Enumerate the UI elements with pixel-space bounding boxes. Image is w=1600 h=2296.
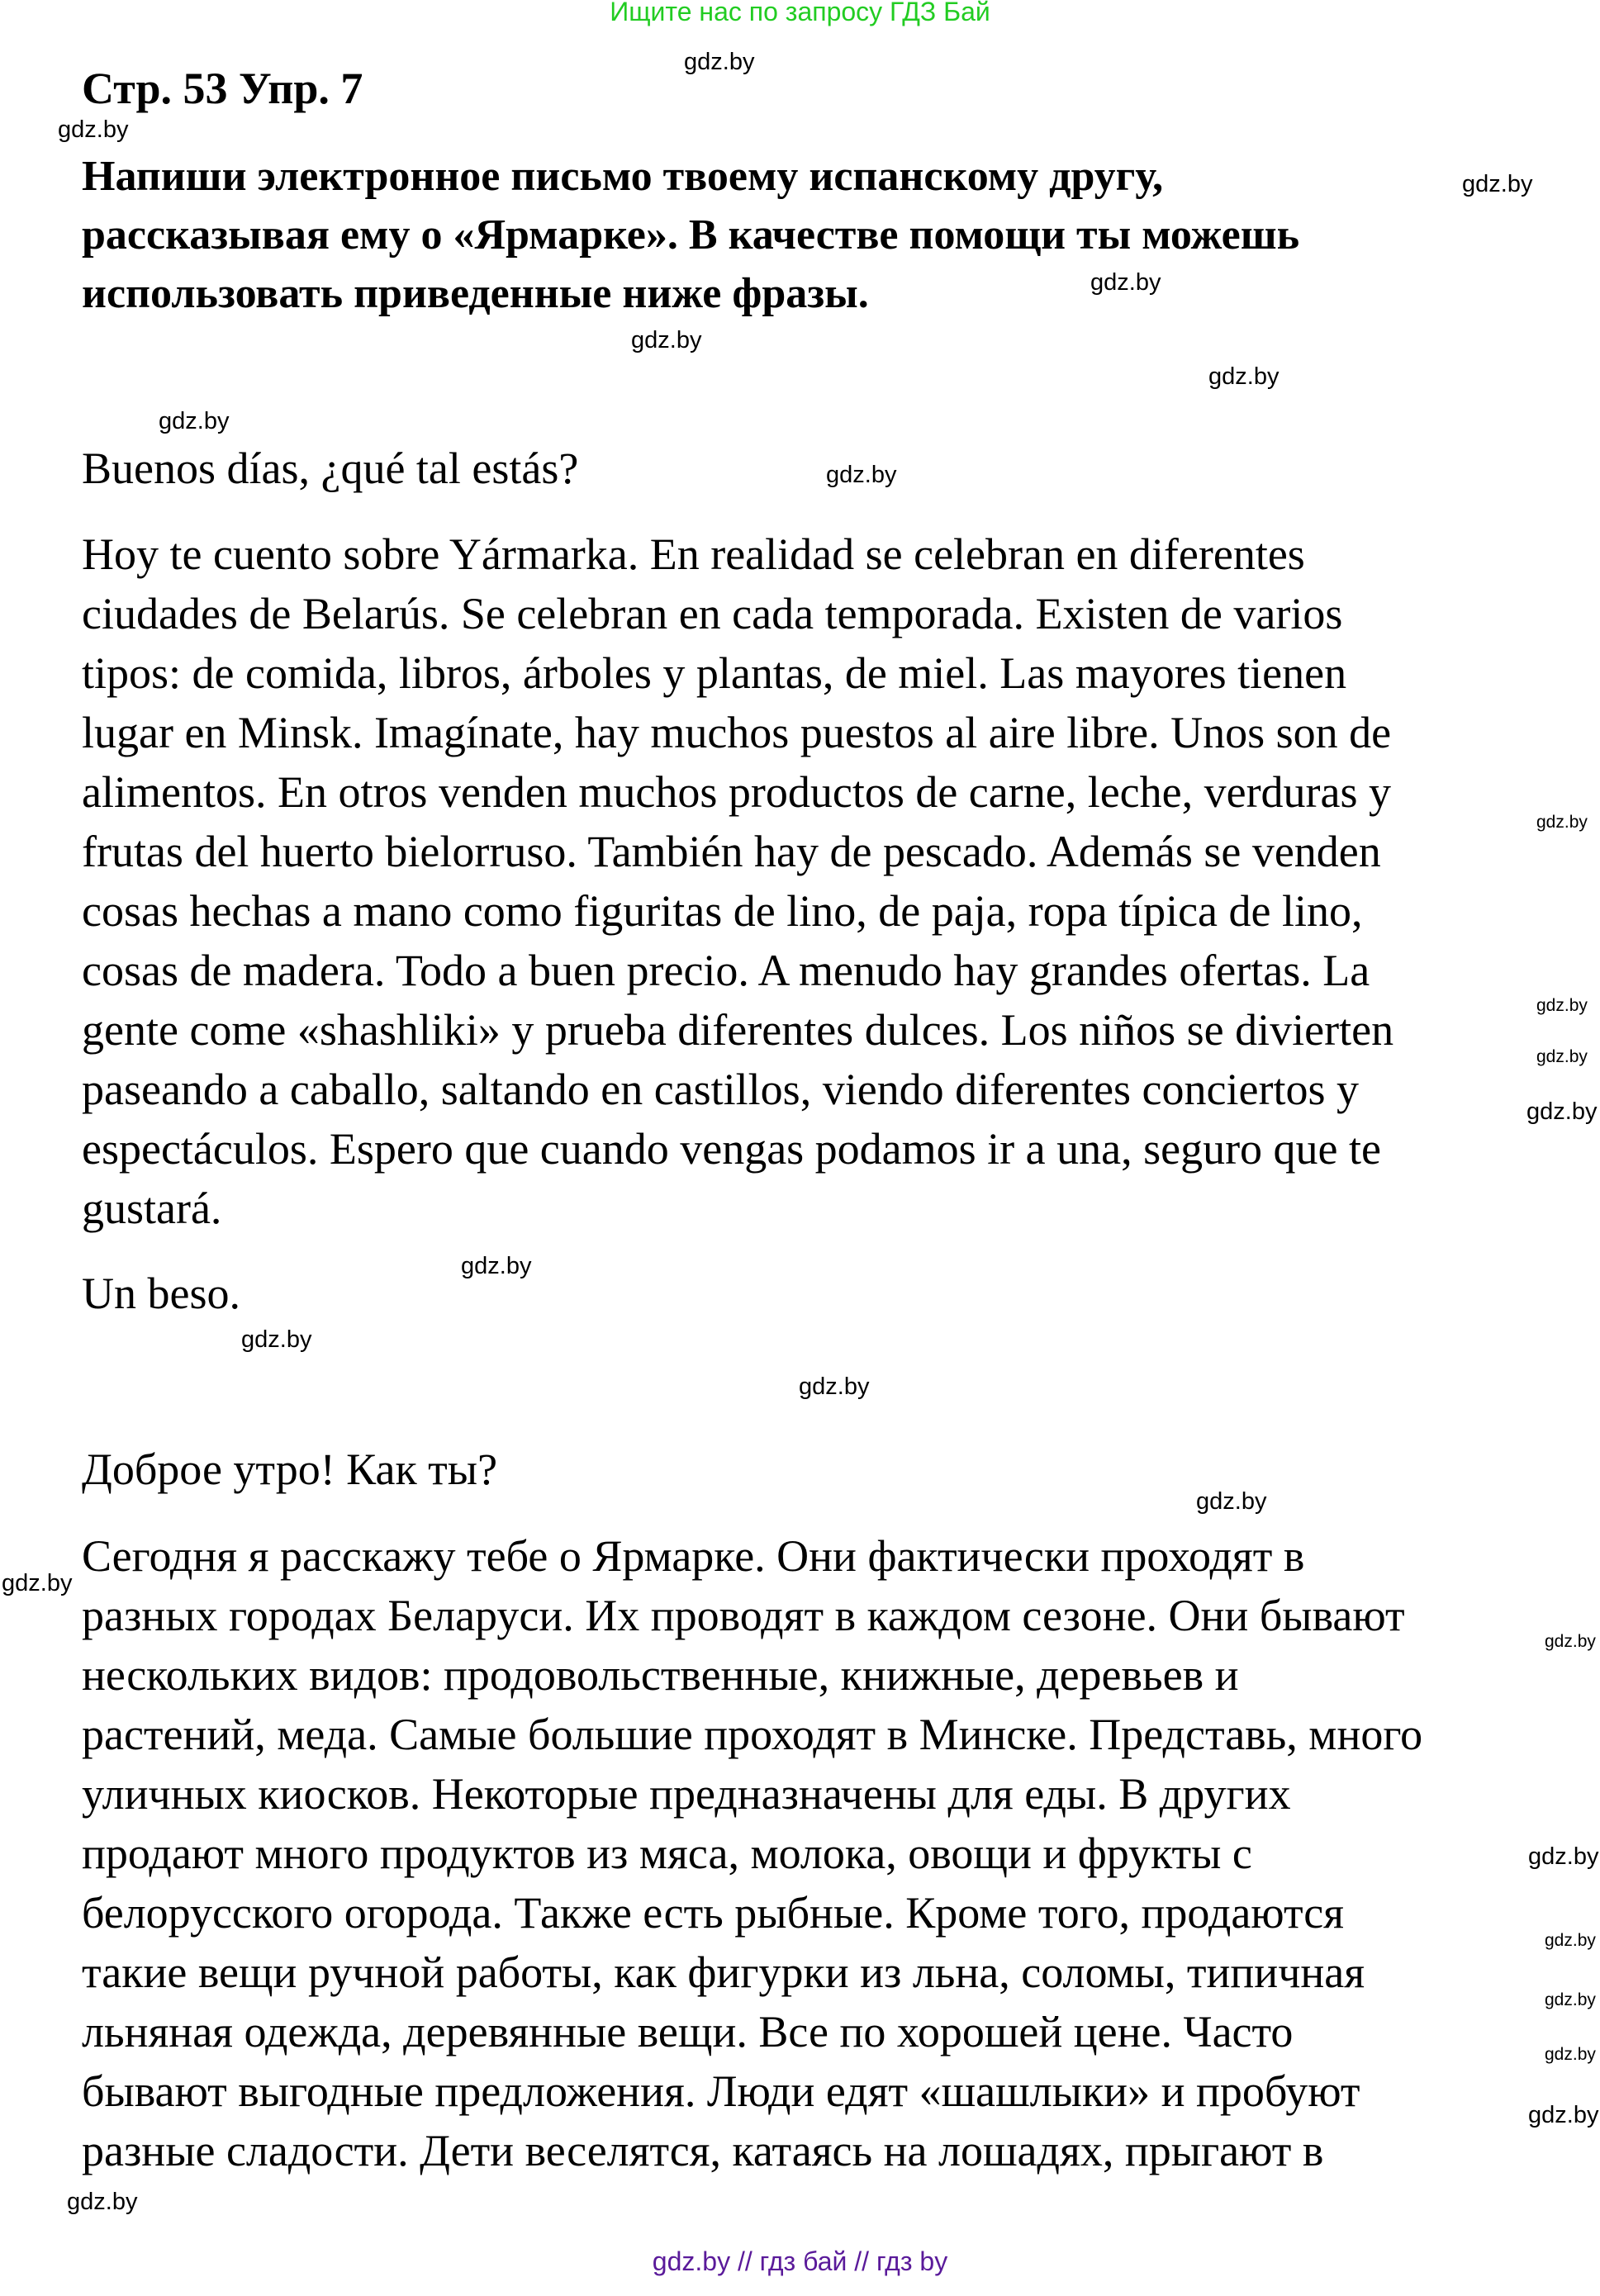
russian-letter-body: [82, 1526, 1422, 2180]
watermark: gdz.by: [1528, 1843, 1599, 1870]
text-line: gustará.: [82, 1184, 222, 1233]
russian-greeting: Доброе утро! Как ты?: [82, 1444, 498, 1494]
text-line: уличных киосков. Некоторые предназначены для еды. В других: [82, 1769, 1291, 1819]
text-line: gente come «shashliki» y prueba diferentes dulces. Los niños se divierten: [82, 1005, 1394, 1055]
watermark: gdz.by: [1196, 1488, 1267, 1515]
task-line: Напиши электронное письмо твоему испанскому другу,: [82, 153, 1164, 200]
text-line: растений, меда. Самые большие проходят в Минске. Представь, много: [82, 1710, 1423, 1759]
watermark: gdz.by: [67, 2189, 138, 2215]
watermark: gdz.by: [241, 1326, 312, 1353]
watermark: gdz.by: [2, 1570, 73, 1596]
watermark: gdz.by: [159, 408, 230, 434]
text-line: льняная одежда, деревянные вещи. Все по хорошей цене. Часто: [82, 2007, 1294, 2056]
watermark: gdz.by: [1528, 2102, 1599, 2128]
task-line: рассказывая ему о «Ярмарке». В качестве помощи ты можешь: [82, 211, 1300, 259]
text-line: такие вещи ручной работы, как фигурки из льна, соломы, типичная: [82, 1947, 1365, 1997]
watermark: gdz.by: [1090, 269, 1161, 296]
text-line: cosas de madera. Todo a buen precio. A menudo hay grandes ofertas. La: [82, 946, 1370, 995]
watermark: gdz.by: [684, 49, 755, 75]
spanish-greeting: Buenos días, ¿qué tal estás?: [82, 444, 579, 493]
text-line: Hoy te cuento sobre Yármarka. En realidad se celebran en diferentes: [82, 529, 1305, 579]
watermark: gdz.by: [1545, 1632, 1596, 1651]
task-line: использовать приведенные ниже фразы.: [82, 270, 869, 317]
text-line: Сегодня я расскажу тебе о Ярмарке. Они фактически проходят в: [82, 1531, 1305, 1581]
watermark: gdz.by: [1526, 1098, 1598, 1125]
watermark: gdz.by: [461, 1253, 532, 1279]
text-line: белорусского огорода. Также есть рыбные. Кроме того, продаются: [82, 1888, 1345, 1938]
text-line: разные сладости. Дети веселятся, катаясь на лошадях, прыгают в: [82, 2126, 1324, 2175]
watermark: gdz.by: [1536, 1047, 1588, 1066]
text-line: ciudades de Belarús. Se celebran en cada temporada. Existen de varios: [82, 589, 1343, 638]
footer-links[interactable]: gdz.by // гдз бай // гдз by: [652, 2246, 948, 2276]
text-line: tipos: de comida, libros, árboles y plantas, de miel. Las mayores tienen: [82, 648, 1347, 698]
watermark: gdz.by: [1462, 171, 1533, 197]
text-line: cosas hechas a mano como figuritas de lino, de paja, ropa típica de lino,: [82, 886, 1363, 936]
watermark: gdz.by: [1545, 1990, 1596, 2009]
watermark: gdz.by: [58, 116, 129, 143]
text-line: frutas del huerto bielorruso. También hay de pescado. Además se venden: [82, 827, 1381, 876]
spanish-closing: Un beso.: [82, 1269, 240, 1318]
task-instructions: [82, 147, 1299, 323]
watermark: gdz.by: [826, 462, 897, 488]
text-line: alimentos. En otros venden muchos productos de carne, leche, verduras y: [82, 767, 1392, 817]
text-line: нескольких видов: продовольственные, книжные, деревьев и: [82, 1650, 1239, 1700]
spanish-letter-body: [82, 524, 1393, 1238]
text-line: разных городах Беларуси. Их проводят в каждом сезоне. Они бывают: [82, 1591, 1405, 1640]
watermark: gdz.by: [1536, 813, 1588, 832]
watermark: gdz.by: [1545, 1931, 1596, 1950]
text-line: бывают выгодные предложения. Люди едят «шашлыки» и пробуют: [82, 2066, 1360, 2116]
watermark: gdz.by: [1208, 363, 1280, 390]
search-banner[interactable]: Ищите нас по запросу ГДЗ Бай: [610, 0, 990, 26]
text-line: lugar en Minsk. Imagínate, hay muchos puestos al aire libre. Unos son de: [82, 708, 1392, 757]
watermark: gdz.by: [1536, 996, 1588, 1015]
text-line: espectáculos. Espero que cuando vengas podamos ir a una, seguro que te: [82, 1124, 1381, 1174]
watermark: gdz.by: [799, 1373, 870, 1400]
text-line: продают много продуктов из мяса, молока, овощи и фрукты с: [82, 1829, 1252, 1878]
text-line: paseando a caballo, saltando en castillos, viendo diferentes conciertos y: [82, 1065, 1359, 1114]
watermark: gdz.by: [631, 327, 702, 353]
page-title: Стр. 53 Упр. 7: [82, 64, 363, 113]
watermark: gdz.by: [1545, 2045, 1596, 2064]
